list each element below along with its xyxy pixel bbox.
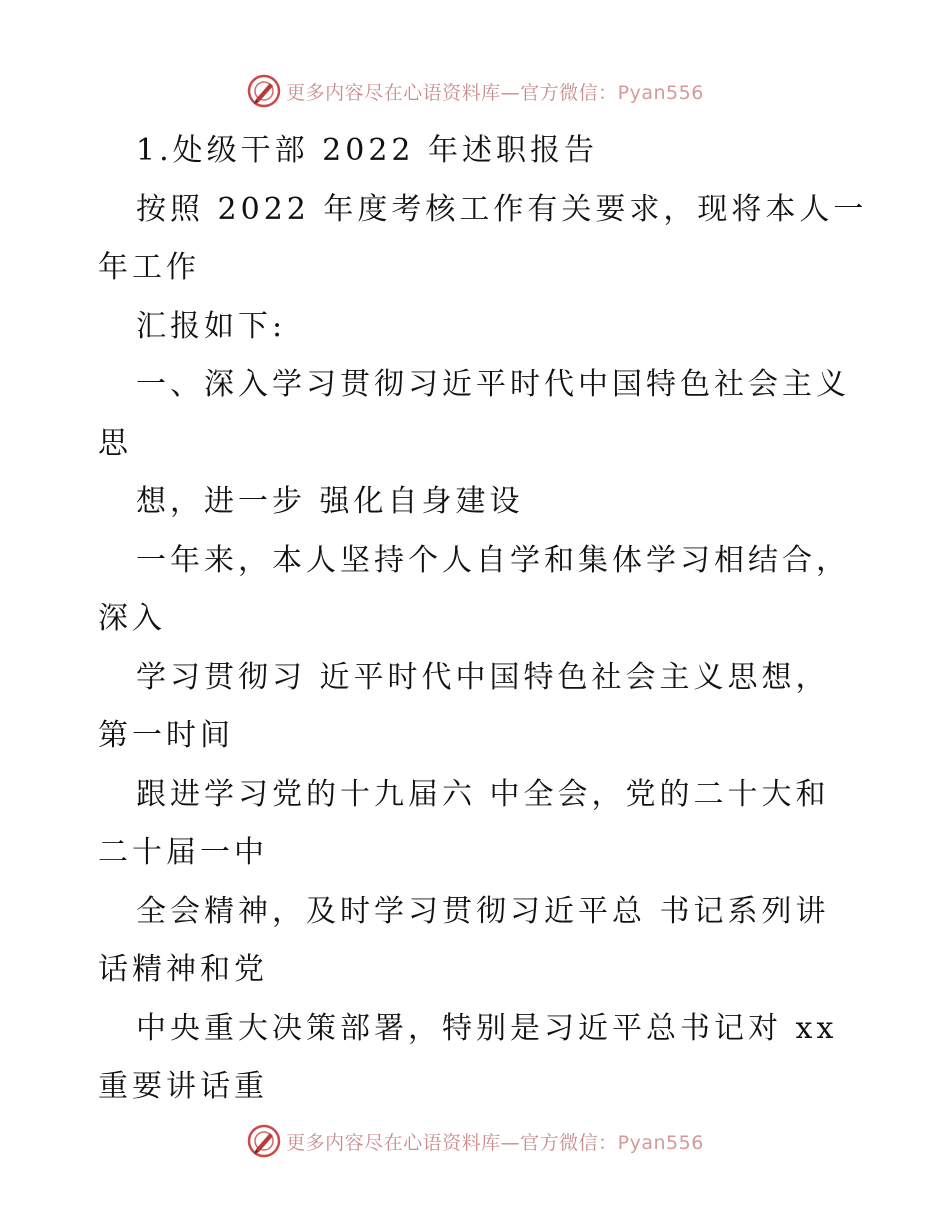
text-line: 二十届一中	[98, 835, 268, 870]
watermark-handle: Pyan556	[617, 1131, 704, 1154]
text-line: 学习贯彻习 近平时代中国特色社会主义思想，	[136, 659, 830, 695]
footer-watermark	[0, 1121, 950, 1161]
text-line: 话精神和党	[98, 952, 268, 987]
watermark-text: 更多内容尽在心语资料库—官方微信：	[286, 1131, 618, 1154]
pen-logo-icon	[246, 1123, 282, 1159]
text-line: 按照 2022 年度考核工作有关要求，现将本人一	[136, 191, 868, 227]
document-body	[98, 122, 868, 1117]
text-line: 第一时间	[98, 718, 234, 753]
text-line: 全会精神，及时学习贯彻习近平总 书记系列讲	[136, 893, 830, 929]
header-watermark	[0, 71, 950, 111]
text-line: 重要讲话重	[98, 1069, 268, 1104]
text-line: 思	[98, 425, 132, 461]
watermark-text: 更多内容尽在心语资料库—官方微信：	[286, 81, 618, 104]
text-line: 1.处级干部 2022 年述职报告	[136, 133, 599, 168]
watermark-handle: Pyan556	[617, 81, 704, 104]
text-line: 想，进一步 强化自身建设	[136, 484, 524, 519]
pen-logo-icon	[246, 73, 282, 109]
text-line: 年工作	[98, 250, 200, 285]
text-line: 深入	[98, 601, 166, 636]
text-line: 中央重大决策部署，特别是习近平总书记对 xx	[136, 1010, 838, 1046]
text-line: 一、深入学习贯彻习近平时代中国特色社会主义	[136, 367, 850, 402]
text-line: 一年来，本人坚持个人自学和集体学习相结合，	[136, 542, 850, 578]
text-line: 汇报如下:	[136, 308, 287, 344]
text-line: 跟进学习党的十九届六 中全会，党的二十大和	[136, 776, 830, 812]
